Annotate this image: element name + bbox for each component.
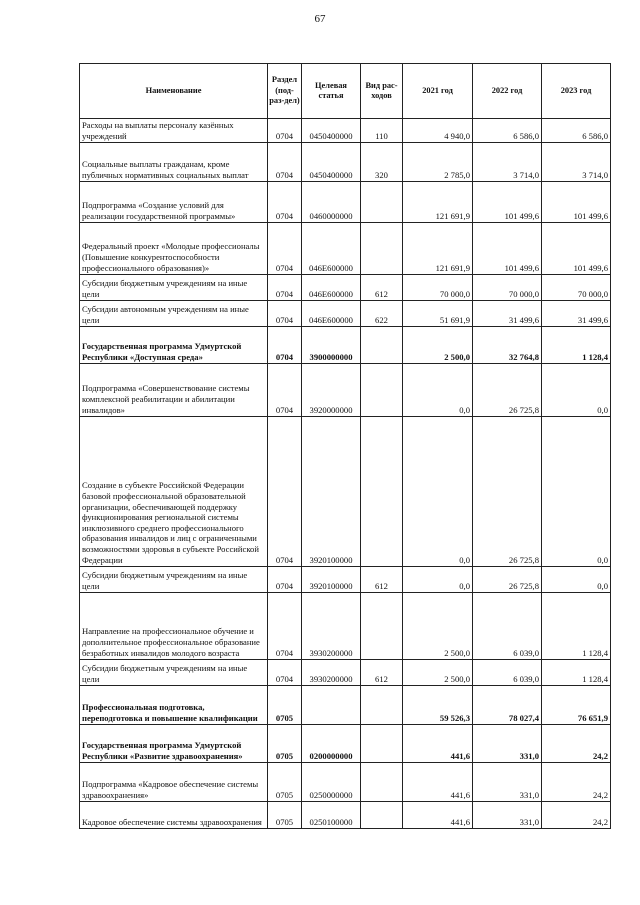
table-row [80, 364, 611, 417]
table-row [80, 119, 611, 143]
cell-name: Кадровое обеспечение системы здравоохранения [80, 802, 268, 829]
cell-2023: 0,0 [542, 364, 611, 417]
cell-type: 612 [361, 275, 403, 301]
cell-2021: 441,6 [403, 725, 473, 763]
cell-name: Создание в субъекте Российской Федерации базовой профессиональной образовательной организации, обеспечивающей поддержку функционирования региональной системы инклюзивного среднего профессионального образования инвалидов и лиц с ограниченными возможностями здоровья в субъекте Российской Федерации [80, 417, 268, 567]
cell-2022: 331,0 [473, 802, 542, 829]
cell-type [361, 417, 403, 567]
table-row [80, 725, 611, 763]
cell-2022: 6 586,0 [473, 119, 542, 143]
cell-2021: 2 500,0 [403, 593, 473, 660]
cell-2021: 59 526,3 [403, 686, 473, 725]
cell-2022: 101 499,6 [473, 223, 542, 275]
cell-2022: 32 764,8 [473, 327, 542, 364]
cell-target: 0250100000 [302, 802, 361, 829]
cell-2021: 2 500,0 [403, 660, 473, 686]
cell-target: 046E600000 [302, 223, 361, 275]
cell-type: 622 [361, 301, 403, 327]
cell-target: 3930200000 [302, 660, 361, 686]
cell-name: Подпрограмма «Кадровое обеспечение системы здравоохранения» [80, 763, 268, 802]
cell-2022: 3 714,0 [473, 143, 542, 182]
cell-2022: 331,0 [473, 763, 542, 802]
cell-name: Подпрограмма «Создание условий для реализации государственной программы» [80, 182, 268, 223]
table-row [80, 802, 611, 829]
cell-2023: 24,2 [542, 763, 611, 802]
table-row [80, 143, 611, 182]
cell-name: Направление на профессиональное обучение и дополнительное профессиональное образование безработных инвалидов молодого возраста [80, 593, 268, 660]
table-row [80, 182, 611, 223]
cell-name: Социальные выплаты гражданам, кроме публичных нормативных социальных выплат [80, 143, 268, 182]
cell-2023: 6 586,0 [542, 119, 611, 143]
cell-name: Субсидии бюджетным учреждениям на иные цели [80, 275, 268, 301]
cell-2021: 441,6 [403, 763, 473, 802]
cell-target: 0450400000 [302, 143, 361, 182]
cell-section: 0704 [268, 364, 302, 417]
cell-section: 0705 [268, 802, 302, 829]
cell-target: 0450400000 [302, 119, 361, 143]
cell-2022: 26 725,8 [473, 567, 542, 593]
cell-section: 0704 [268, 567, 302, 593]
cell-target: 0200000000 [302, 725, 361, 763]
cell-section: 0704 [268, 275, 302, 301]
table-row [80, 686, 611, 725]
header-section: Раздел (под-раз-дел) [268, 64, 302, 119]
cell-2023: 24,2 [542, 802, 611, 829]
cell-type [361, 223, 403, 275]
cell-2022: 26 725,8 [473, 364, 542, 417]
cell-2023: 1 128,4 [542, 593, 611, 660]
cell-2022: 6 039,0 [473, 660, 542, 686]
cell-type [361, 327, 403, 364]
cell-2021: 441,6 [403, 802, 473, 829]
cell-section: 0704 [268, 182, 302, 223]
cell-section: 0704 [268, 223, 302, 275]
budget-table [79, 63, 611, 829]
table-row [80, 763, 611, 802]
cell-target: 0460000000 [302, 182, 361, 223]
cell-name: Субсидии бюджетным учреждениям на иные цели [80, 660, 268, 686]
header-row [80, 64, 611, 119]
cell-2021: 2 500,0 [403, 327, 473, 364]
cell-target: 046E600000 [302, 301, 361, 327]
cell-section: 0704 [268, 327, 302, 364]
cell-2021: 0,0 [403, 417, 473, 567]
cell-2022: 331,0 [473, 725, 542, 763]
cell-name: Федеральный проект «Молодые профессионалы (Повышение конкурентоспособности профессионального образования)» [80, 223, 268, 275]
cell-2021: 4 940,0 [403, 119, 473, 143]
table-row [80, 275, 611, 301]
cell-2022: 70 000,0 [473, 275, 542, 301]
cell-2023: 1 128,4 [542, 327, 611, 364]
cell-type [361, 182, 403, 223]
cell-target: 046E600000 [302, 275, 361, 301]
table-row [80, 223, 611, 275]
cell-section: 0704 [268, 143, 302, 182]
cell-2023: 76 651,9 [542, 686, 611, 725]
cell-name: Расходы на выплаты персоналу казённых учреждений [80, 119, 268, 143]
table-body [80, 119, 611, 829]
cell-type [361, 593, 403, 660]
cell-section: 0705 [268, 725, 302, 763]
cell-name: Субсидии бюджетным учреждениям на иные цели [80, 567, 268, 593]
header-2021: 2021 год [403, 64, 473, 119]
cell-2021: 2 785,0 [403, 143, 473, 182]
cell-target: 3920100000 [302, 417, 361, 567]
cell-section: 0704 [268, 301, 302, 327]
cell-type [361, 686, 403, 725]
cell-target: 3900000000 [302, 327, 361, 364]
cell-type [361, 763, 403, 802]
cell-type [361, 364, 403, 417]
cell-section: 0704 [268, 119, 302, 143]
page-number: 67 [314, 13, 326, 25]
header-name: Наименование [80, 64, 268, 119]
cell-type [361, 725, 403, 763]
cell-2023: 31 499,6 [542, 301, 611, 327]
cell-2021: 0,0 [403, 364, 473, 417]
cell-section: 0704 [268, 593, 302, 660]
table-row [80, 301, 611, 327]
cell-section: 0704 [268, 660, 302, 686]
cell-target [302, 686, 361, 725]
table-row [80, 660, 611, 686]
cell-2021: 121 691,9 [403, 223, 473, 275]
cell-2023: 0,0 [542, 417, 611, 567]
cell-2023: 0,0 [542, 567, 611, 593]
cell-2023: 24,2 [542, 725, 611, 763]
header-type: Вид рас-ходов [361, 64, 403, 119]
table-row [80, 593, 611, 660]
cell-type [361, 802, 403, 829]
cell-type: 612 [361, 660, 403, 686]
cell-2021: 121 691,9 [403, 182, 473, 223]
cell-target: 3920100000 [302, 567, 361, 593]
cell-section: 0705 [268, 763, 302, 802]
cell-2022: 26 725,8 [473, 417, 542, 567]
cell-2023: 101 499,6 [542, 223, 611, 275]
cell-name: Субсидии автономным учреждениям на иные цели [80, 301, 268, 327]
table-row [80, 417, 611, 567]
cell-name: Подпрограмма «Совершенствование системы комплексной реабилитации и абилитации инвалидов» [80, 364, 268, 417]
header-target: Целевая статья [302, 64, 361, 119]
cell-2021: 0,0 [403, 567, 473, 593]
cell-section: 0705 [268, 686, 302, 725]
cell-2022: 31 499,6 [473, 301, 542, 327]
cell-2023: 3 714,0 [542, 143, 611, 182]
cell-type: 320 [361, 143, 403, 182]
cell-2022: 78 027,4 [473, 686, 542, 725]
cell-type: 110 [361, 119, 403, 143]
cell-type: 612 [361, 567, 403, 593]
cell-name: Профессиональная подготовка, переподготовка и повышение квалификации [80, 686, 268, 725]
cell-section: 0704 [268, 417, 302, 567]
cell-2022: 101 499,6 [473, 182, 542, 223]
cell-2023: 1 128,4 [542, 660, 611, 686]
cell-target: 3920000000 [302, 364, 361, 417]
cell-name: Государственная программа Удмуртской Республики «Доступная среда» [80, 327, 268, 364]
cell-2021: 51 691,9 [403, 301, 473, 327]
cell-name: Государственная программа Удмуртской Республики «Развитие здравоохранения» [80, 725, 268, 763]
cell-target: 3930200000 [302, 593, 361, 660]
cell-2021: 70 000,0 [403, 275, 473, 301]
header-2023: 2023 год [542, 64, 611, 119]
cell-2022: 6 039,0 [473, 593, 542, 660]
table-row [80, 567, 611, 593]
cell-2023: 101 499,6 [542, 182, 611, 223]
table-row [80, 327, 611, 364]
cell-target: 0250000000 [302, 763, 361, 802]
header-2022: 2022 год [473, 64, 542, 119]
cell-2023: 70 000,0 [542, 275, 611, 301]
